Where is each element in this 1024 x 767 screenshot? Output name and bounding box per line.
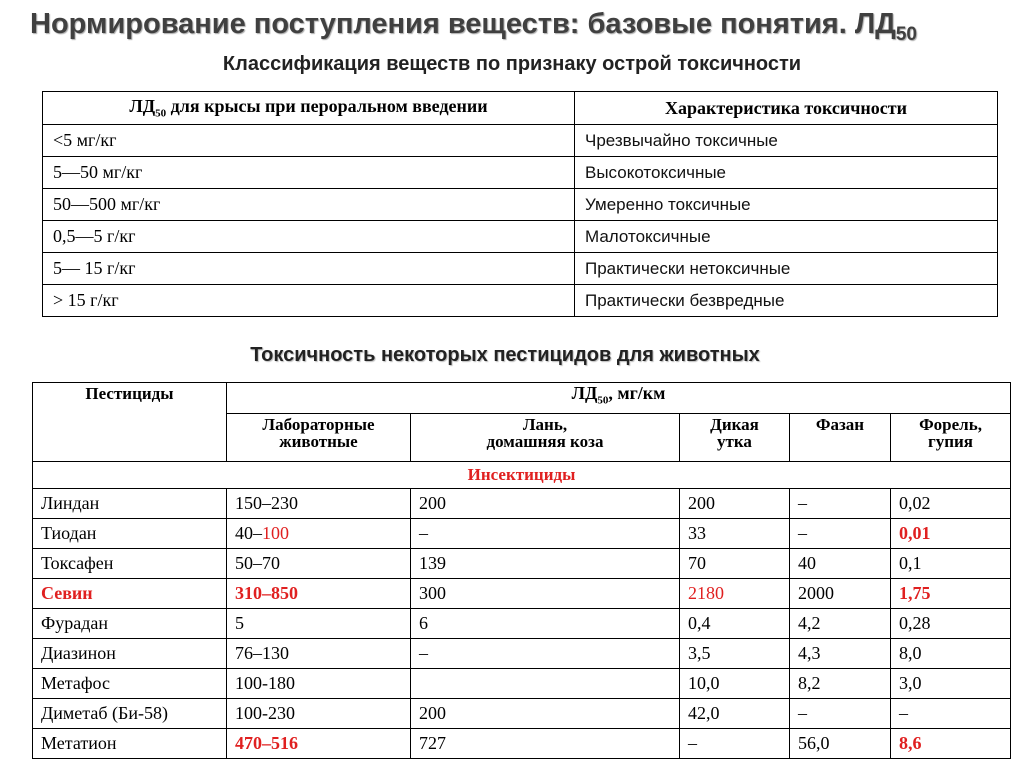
trout-value: 0,01 xyxy=(891,519,1011,549)
table-row xyxy=(33,639,1011,669)
table-row xyxy=(33,549,1011,579)
page-title: Нормирование поступления веществ: базовые понятия. $ЛД_{50}$ xyxy=(30,8,917,45)
table-row xyxy=(33,519,1011,549)
header-pesticides: Пестициды xyxy=(33,383,227,462)
pheasant-value: – xyxy=(790,519,891,549)
duck-value: 33 xyxy=(680,519,790,549)
table-row xyxy=(43,125,998,157)
table-row xyxy=(43,285,998,317)
lab-value: 100-180 xyxy=(227,669,411,699)
pesticide-name: Линдан xyxy=(33,489,227,519)
trout-value: 0,1 xyxy=(891,549,1011,579)
header-wild-duck: Дикая утка xyxy=(680,414,790,462)
dose-cell: > 15 г/кг xyxy=(43,285,575,317)
pheasant-value: – xyxy=(790,699,891,729)
pesticide-name: Токсафен xyxy=(33,549,227,579)
deer-value: – xyxy=(411,519,680,549)
header-deer-goat: Лань, домашняя коза xyxy=(411,414,680,462)
pesticide-name: Севин xyxy=(33,579,227,609)
toxicity-cell: Практически безвредные xyxy=(575,285,998,317)
header-toxicity: Характеристика токсичности xyxy=(575,92,998,125)
deer-value: 200 xyxy=(411,699,680,729)
lab-value: 150–230 xyxy=(227,489,411,519)
pheasant-value: 2000 xyxy=(790,579,891,609)
duck-value: 70 xyxy=(680,549,790,579)
lab-value: 310–850 xyxy=(227,579,411,609)
pesticides-table xyxy=(32,382,1011,759)
pheasant-value: 4,3 xyxy=(790,639,891,669)
deer-value: 6 xyxy=(411,609,680,639)
pheasant-value: 40 xyxy=(790,549,891,579)
lab-value: 470–516 xyxy=(227,729,411,759)
lab-value: 50–70 xyxy=(227,549,411,579)
trout-value: 0,28 xyxy=(891,609,1011,639)
table-row xyxy=(43,221,998,253)
duck-value: – xyxy=(680,729,790,759)
toxicity-cell: Высокотоксичные xyxy=(575,157,998,189)
deer-value: 727 xyxy=(411,729,680,759)
table-row xyxy=(33,489,1011,519)
pesticide-name: Тиодан xyxy=(33,519,227,549)
trout-value: – xyxy=(891,699,1011,729)
header-lab-animals: Лабораторные животные xyxy=(227,414,411,462)
deer-value: 200 xyxy=(411,489,680,519)
dose-cell: 0,5—5 г/кг xyxy=(43,221,575,253)
header-pheasant: Фазан xyxy=(790,414,891,462)
table-row xyxy=(33,669,1011,699)
duck-value: 3,5 xyxy=(680,639,790,669)
lab-value: 100-230 xyxy=(227,699,411,729)
duck-value: 0,4 xyxy=(680,609,790,639)
deer-value: 139 xyxy=(411,549,680,579)
trout-value: 0,02 xyxy=(891,489,1011,519)
duck-value: 42,0 xyxy=(680,699,790,729)
header-dose: $ЛД_{50}$ для крысы при пероральном введении xyxy=(43,92,575,125)
duck-value: 10,0 xyxy=(680,669,790,699)
pheasant-value: – xyxy=(790,489,891,519)
classification-table xyxy=(42,91,998,317)
duck-value: 200 xyxy=(680,489,790,519)
lab-value: 76–130 xyxy=(227,639,411,669)
header-ld50: $ЛД_{50}$, мг/км xyxy=(227,383,1011,414)
header-trout-guppy: Форель, гупия xyxy=(891,414,1011,462)
table-row xyxy=(33,699,1011,729)
pesticide-name: Диазинон xyxy=(33,639,227,669)
pesticide-name: Фурадан xyxy=(33,609,227,639)
pheasant-value: 8,2 xyxy=(790,669,891,699)
trout-value: 1,75 xyxy=(891,579,1011,609)
lab-value: 40–100 xyxy=(227,519,411,549)
dose-cell: 5— 15 г/кг xyxy=(43,253,575,285)
trout-value: 8,6 xyxy=(891,729,1011,759)
table-header-row xyxy=(43,92,998,125)
lab-value: 5 xyxy=(227,609,411,639)
table-row xyxy=(43,189,998,221)
dose-cell: <5 мг/кг xyxy=(43,125,575,157)
trout-value: 8,0 xyxy=(891,639,1011,669)
table-row xyxy=(33,609,1011,639)
trout-value: 3,0 xyxy=(891,669,1011,699)
table-row xyxy=(33,729,1011,759)
deer-value: – xyxy=(411,639,680,669)
dose-cell: 50—500 мг/кг xyxy=(43,189,575,221)
toxicity-cell: Практически нетоксичные xyxy=(575,253,998,285)
section-insecticides: Инсектициды xyxy=(33,462,1011,489)
pheasant-value: 4,2 xyxy=(790,609,891,639)
deer-value xyxy=(411,669,680,699)
classification-heading: Классификация веществ по признаку острой токсичности xyxy=(222,53,802,75)
toxicity-cell: Малотоксичные xyxy=(575,221,998,253)
toxicity-cell: Умеренно токсичные xyxy=(575,189,998,221)
table-header-row xyxy=(33,383,1011,414)
toxicity-cell: Чрезвычайно токсичные xyxy=(575,125,998,157)
dose-cell: 5—50 мг/кг xyxy=(43,157,575,189)
pesticide-name: Диметаб (Би-58) xyxy=(33,699,227,729)
table-row xyxy=(43,253,998,285)
title-subscript: 50 xyxy=(895,23,917,45)
pesticide-name: Метафос xyxy=(33,669,227,699)
pheasant-value: 56,0 xyxy=(790,729,891,759)
pesticides-heading: Токсичность некоторых пестицидов для животных xyxy=(250,344,760,366)
pesticide-name: Метатион xyxy=(33,729,227,759)
table-row xyxy=(43,157,998,189)
deer-value: 300 xyxy=(411,579,680,609)
duck-value: 2180 xyxy=(680,579,790,609)
section-row xyxy=(33,462,1011,489)
table-row xyxy=(33,579,1011,609)
